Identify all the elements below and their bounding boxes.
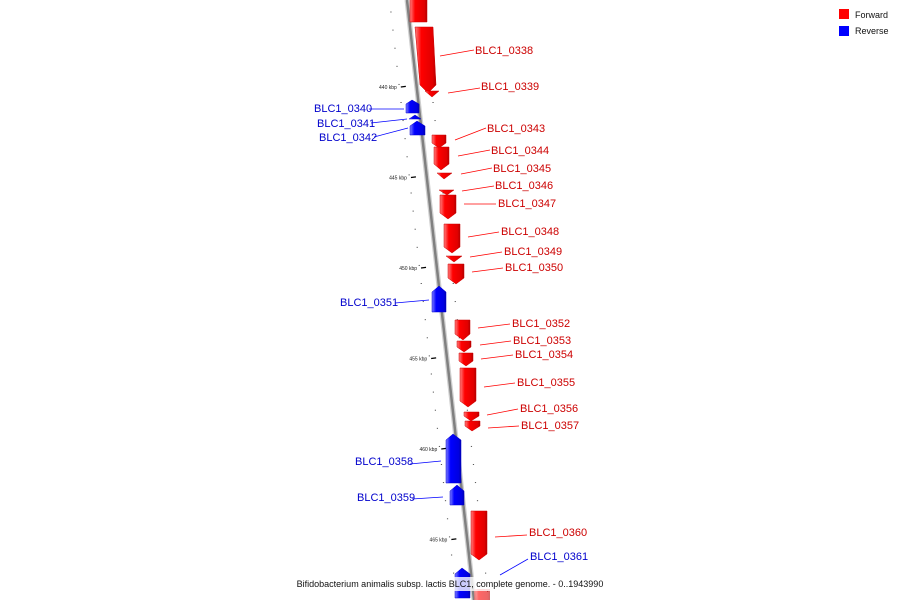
ruler-tick [441, 448, 446, 449]
gene-leader-line [480, 341, 511, 345]
gene-leader-line [395, 300, 429, 303]
gene-shape[interactable] [434, 147, 449, 170]
gene-label[interactable]: BLC1_0342 [319, 132, 378, 144]
ruler-tick [431, 358, 436, 359]
gene-leader-line [495, 535, 527, 537]
gene-label[interactable]: BLC1_0344 [491, 145, 550, 157]
gene-shape[interactable] [444, 224, 460, 253]
gene-shape[interactable] [425, 91, 439, 97]
gene-feature[interactable] [439, 180, 553, 195]
ruler-label: 455 kbp [409, 356, 428, 363]
gene-shape[interactable] [455, 320, 470, 340]
gene-leader-line [448, 88, 480, 93]
gene-leader-line [487, 409, 518, 415]
gene-feature[interactable] [464, 403, 578, 421]
gene-shape[interactable] [440, 195, 456, 219]
gene-label[interactable]: BLC1_0350 [505, 262, 564, 274]
ruler-tick [421, 267, 426, 268]
gene-label[interactable]: BLC1_0358 [355, 456, 414, 468]
caption-bar [270, 577, 632, 591]
gene-shape[interactable] [457, 341, 471, 352]
gene-label[interactable]: BLC1_0354 [515, 349, 574, 361]
gene-shape[interactable] [437, 173, 452, 179]
gene-shape[interactable] [439, 190, 454, 195]
gene-leader-line [371, 119, 407, 123]
gene-label[interactable]: BLC1_0357 [521, 420, 580, 432]
gene-label[interactable]: BLC1_0341 [317, 118, 376, 130]
gene-label[interactable]: BLC1_0340 [314, 103, 373, 115]
gene-leader-line [478, 324, 510, 328]
ruler-tick [451, 539, 456, 540]
gene-leader-line [472, 268, 503, 272]
gene-leader-line [440, 50, 474, 56]
gene-label[interactable]: BLC1_0361 [530, 551, 589, 563]
gene-leader-line [455, 128, 486, 140]
gene-label[interactable]: BLC1_0345 [493, 163, 552, 175]
gene-label[interactable]: BLC1_0356 [520, 403, 579, 415]
gene-label[interactable]: BLC1_0339 [481, 81, 540, 93]
gene-leader-line [470, 252, 502, 257]
gene-feature[interactable] [357, 485, 464, 505]
gene-shape[interactable] [410, 0, 427, 22]
gene-feature[interactable] [460, 368, 575, 407]
legend [839, 9, 889, 36]
gene-shape[interactable] [464, 412, 479, 421]
legend-forward-label: Forward [855, 10, 889, 20]
gene-feature[interactable] [340, 286, 446, 312]
gene-feature[interactable] [425, 81, 539, 97]
gene-shape[interactable] [446, 434, 461, 483]
gene-label[interactable]: BLC1_0343 [487, 123, 546, 135]
gene-feature[interactable] [440, 195, 556, 219]
ruler-label: 440 kbp [379, 85, 397, 91]
gene-shape[interactable] [448, 264, 464, 284]
gene-leader-line [500, 559, 528, 575]
gene-feature[interactable] [355, 434, 461, 483]
gene-shape[interactable] [459, 353, 473, 366]
gene-leader-line [412, 497, 443, 499]
gene-feature[interactable] [448, 262, 563, 284]
gene-leader-line [488, 426, 519, 428]
legend-reverse-label: Reverse [855, 26, 889, 36]
gene-shape[interactable] [446, 256, 462, 262]
gene-leader-line [484, 383, 515, 387]
gene-label[interactable]: BLC1_0348 [501, 226, 560, 238]
ruler-label: 445 kbp [389, 175, 407, 182]
gene-leader-line [410, 461, 441, 464]
genes [314, 0, 588, 600]
gene-shape[interactable] [465, 421, 480, 431]
gene-feature[interactable] [465, 420, 579, 432]
gene-label[interactable]: BLC1_0338 [475, 45, 534, 57]
gene-feature[interactable] [314, 100, 419, 115]
gene-leader-line [461, 168, 492, 174]
gene-shape[interactable] [460, 368, 476, 407]
gene-label[interactable]: BLC1_0353 [513, 335, 572, 347]
gene-leader-line [374, 128, 408, 137]
gene-feature[interactable] [410, 0, 427, 22]
gene-leader-line [458, 150, 490, 156]
gene-leader-line [468, 232, 499, 237]
gene-label[interactable]: BLC1_0352 [512, 318, 571, 330]
ruler-label: 465 kbp [429, 537, 448, 544]
gene-label[interactable]: BLC1_0349 [504, 246, 563, 258]
ruler-label: 450 kbp [399, 266, 418, 272]
legend-forward-swatch [839, 9, 849, 19]
genome-caption: Bifidobacterium animalis subsp. lactis BLC1, complete genome. - 0..1943990 [296, 579, 604, 589]
gene-label[interactable]: BLC1_0346 [495, 180, 554, 192]
gene-label[interactable]: BLC1_0355 [517, 377, 576, 389]
gene-label[interactable]: BLC1_0351 [340, 297, 399, 309]
gene-leader-line [481, 355, 513, 359]
ruler-tick [411, 177, 416, 178]
gene-feature[interactable] [437, 163, 551, 179]
gene-leader-line [462, 186, 494, 191]
gene-feature[interactable] [459, 349, 573, 366]
gene-shape[interactable] [432, 135, 446, 148]
ruler-label: 460 kbp [419, 447, 438, 453]
gene-shape[interactable] [432, 286, 446, 312]
gene-feature[interactable] [446, 246, 562, 262]
ruler-tick [401, 86, 406, 87]
gene-shape[interactable] [471, 511, 487, 560]
legend-reverse-swatch [839, 26, 849, 36]
gene-label[interactable]: BLC1_0359 [357, 492, 416, 504]
gene-feature[interactable] [317, 115, 421, 130]
gene-label[interactable]: BLC1_0347 [498, 198, 557, 210]
gene-label[interactable]: BLC1_0360 [529, 527, 588, 539]
